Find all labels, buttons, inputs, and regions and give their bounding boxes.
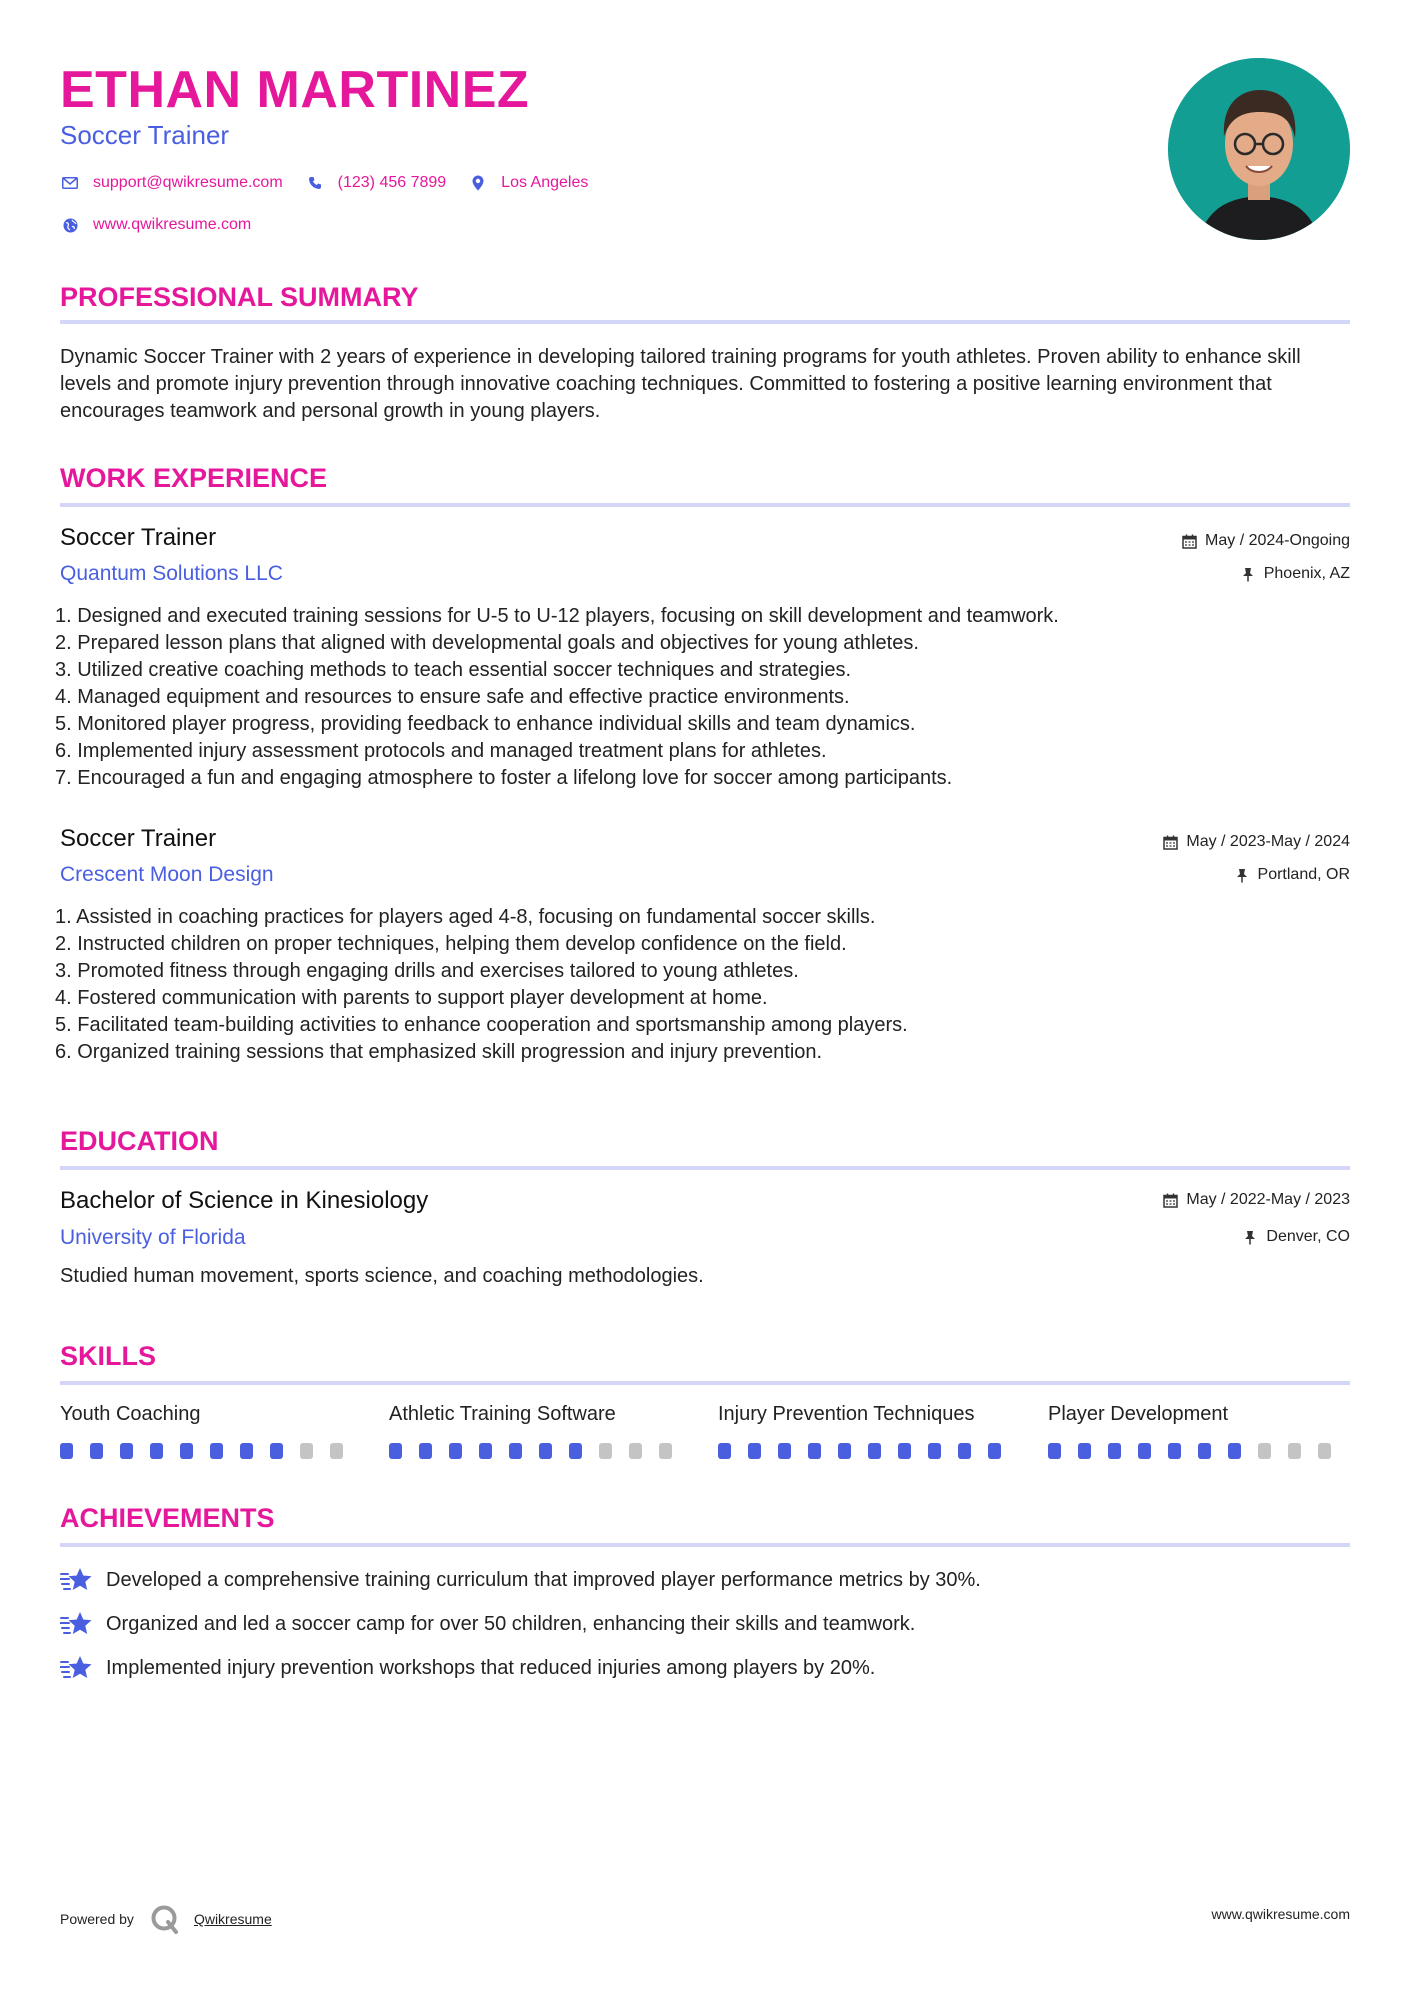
rating-dot-filled (1198, 1443, 1211, 1459)
rating-dot-filled (509, 1443, 522, 1459)
achievements-divider (60, 1543, 1350, 1547)
rating-dot-filled (180, 1443, 193, 1459)
location-text: Los Angeles (501, 174, 589, 191)
contact-row-web (60, 215, 273, 235)
skill-label: Player Development (1048, 1403, 1229, 1425)
experience-heading: WORK EXPERIENCE (60, 463, 328, 493)
rating-dot-filled (389, 1443, 402, 1459)
contact-row (60, 173, 610, 193)
rating-dot-filled (90, 1443, 103, 1459)
contact-location (468, 173, 588, 193)
job-1-dates-text: May / 2024-Ongoing (1205, 532, 1350, 549)
skill-rating (60, 1443, 360, 1459)
skill-rating (718, 1443, 1018, 1459)
rating-dot-filled (419, 1443, 432, 1459)
phone-icon (305, 173, 325, 193)
rating-dot-filled (1228, 1443, 1241, 1459)
rating-dot-filled (928, 1443, 941, 1459)
education-school[interactable]: University of Florida (60, 1226, 246, 1249)
achievement-item (60, 1653, 875, 1683)
job-2-location (1234, 866, 1350, 884)
skills-divider (60, 1381, 1350, 1385)
candidate-name: ETHAN MARTINEZ (60, 61, 530, 119)
list-item: 4. Managed equipment and resources to ensure safe and effective practice environments. (55, 686, 850, 708)
job-1-dates (1181, 532, 1350, 550)
education-location (1242, 1228, 1350, 1246)
rating-dot-filled (1138, 1443, 1151, 1459)
list-item: 3. Utilized creative coaching methods to teach essential soccer techniques and strategies. (55, 659, 851, 681)
list-item: 1. Assisted in coaching practices for players aged 4-8, focusing on fundamental soccer skills. (55, 906, 876, 928)
map-pin-icon (468, 173, 488, 193)
powered-by-label: Powered by (60, 1911, 134, 1927)
contact-website[interactable] (60, 215, 251, 235)
list-item: 2. Instructed children on proper techniques, helping them develop confidence on the field. (55, 933, 847, 955)
list-item: 4. Fostered communication with parents to support player development at home. (55, 987, 768, 1009)
job-2-dates-text: May / 2023-May / 2024 (1186, 833, 1350, 850)
profile-photo (1168, 58, 1350, 240)
rating-dot-filled (539, 1443, 552, 1459)
education-location-text: Denver, CO (1266, 1228, 1350, 1245)
rating-dot-empty (599, 1443, 612, 1459)
list-item: 7. Encouraged a fun and engaging atmosphere to foster a lifelong love for soccer among participants. (55, 767, 953, 789)
rating-dot-filled (120, 1443, 133, 1459)
skill-label: Youth Coaching (60, 1403, 201, 1425)
achievement-item (60, 1565, 981, 1595)
skill-player-development (1048, 1403, 1348, 1459)
footer-url[interactable]: www.qwikresume.com (1211, 1906, 1350, 1922)
skill-rating (1048, 1443, 1348, 1459)
education-degree: Bachelor of Science in Kinesiology (60, 1187, 429, 1214)
rating-dot-filled (479, 1443, 492, 1459)
rating-dot-filled (718, 1443, 731, 1459)
rating-dot-empty (1288, 1443, 1301, 1459)
rating-dot-filled (1168, 1443, 1181, 1459)
star-icon (60, 1565, 94, 1595)
contact-phone[interactable] (305, 173, 447, 193)
list-item: 3. Promoted fitness through engaging drills and exercises tailored to young athletes. (55, 960, 799, 982)
calendar-icon (1162, 834, 1178, 850)
footer-powered-by (60, 1904, 272, 1934)
education-description: Studied human movement, sports science, and coaching methodologies. (60, 1265, 704, 1287)
rating-dot-filled (838, 1443, 851, 1459)
qwikresume-logo-icon (150, 1904, 180, 1934)
summary-text: Dynamic Soccer Trainer with 2 years of experience in developing tailored training programs for youth athletes. Proven ability to enhance skill levels and promote injury prevention through innovative coaching techniques. Committed to fostering a positive learning environment that encourages teamwork and personal growth in young players. (60, 346, 1301, 422)
rating-dot-filled (569, 1443, 582, 1459)
rating-dot-empty (629, 1443, 642, 1459)
education-dates (1162, 1191, 1350, 1209)
achievement-text: Developed a comprehensive training curriculum that improved player performance metrics by 30%. (106, 1568, 981, 1591)
job-1-location (1240, 565, 1350, 583)
pushpin-icon (1234, 867, 1250, 883)
rating-dot-filled (988, 1443, 1001, 1459)
rating-dot-filled (748, 1443, 761, 1459)
website-text: www.qwikresume.com (93, 216, 252, 233)
pushpin-icon (1242, 1229, 1258, 1245)
job-2-location-text: Portland, OR (1257, 866, 1350, 883)
job-2-title: Soccer Trainer (60, 825, 217, 852)
skill-injury-prevention-techniques (718, 1403, 1018, 1459)
calendar-icon (1181, 533, 1197, 549)
rating-dot-filled (150, 1443, 163, 1459)
rating-dot-empty (659, 1443, 672, 1459)
list-item: 1. Designed and executed training sessions for U-5 to U-12 players, focusing on skill development and teamwork. (55, 605, 1059, 627)
star-icon (60, 1609, 94, 1639)
job-2-bullets (55, 904, 1355, 1066)
globe-icon (60, 215, 80, 235)
list-item: 6. Organized training sessions that emphasized skill progression and injury prevention. (55, 1041, 823, 1063)
job-2-dates (1162, 833, 1350, 851)
rating-dot-filled (1108, 1443, 1121, 1459)
rating-dot-filled (449, 1443, 462, 1459)
job-1-location-text: Phoenix, AZ (1263, 565, 1350, 582)
job-1-company[interactable]: Quantum Solutions LLC (60, 562, 283, 585)
education-divider (60, 1166, 1350, 1170)
achievements-heading: ACHIEVEMENTS (60, 1503, 275, 1533)
skill-athletic-training-software (389, 1403, 689, 1459)
rating-dot-empty (330, 1443, 343, 1459)
skill-youth-coaching (60, 1403, 360, 1459)
rating-dot-filled (60, 1443, 73, 1459)
list-item: 2. Prepared lesson plans that aligned with developmental goals and objectives for young athletes. (55, 632, 919, 654)
rating-dot-empty (1258, 1443, 1271, 1459)
achievement-text: Implemented injury prevention workshops that reduced injuries among players by 20%. (106, 1656, 876, 1679)
email-text: support@qwikresume.com (93, 174, 283, 191)
rating-dot-filled (898, 1443, 911, 1459)
star-icon (60, 1653, 94, 1683)
envelope-icon (60, 173, 80, 193)
phone-text: (123) 456 7899 (337, 174, 447, 191)
job-1-bullets (55, 603, 1355, 792)
qwikresume-link[interactable]: Qwikresume (193, 1911, 272, 1927)
rating-dot-filled (270, 1443, 283, 1459)
summary-heading: PROFESSIONAL SUMMARY (60, 282, 419, 312)
education-dates-text: May / 2022-May / 2023 (1186, 1191, 1350, 1208)
rating-dot-filled (240, 1443, 253, 1459)
skills-heading: SKILLS (60, 1341, 157, 1371)
achievement-text: Organized and led a soccer camp for over 50 children, enhancing their skills and teamwork. (106, 1612, 916, 1635)
rating-dot-filled (958, 1443, 971, 1459)
rating-dot-empty (300, 1443, 313, 1459)
rating-dot-filled (1078, 1443, 1091, 1459)
job-1-title: Soccer Trainer (60, 524, 217, 551)
rating-dot-filled (1048, 1443, 1061, 1459)
rating-dot-empty (1318, 1443, 1331, 1459)
skill-label: Injury Prevention Techniques (718, 1403, 975, 1425)
job-2-company[interactable]: Crescent Moon Design (60, 863, 274, 886)
contact-email[interactable] (60, 173, 283, 193)
candidate-role: Soccer Trainer (60, 120, 230, 150)
rating-dot-filled (210, 1443, 223, 1459)
rating-dot-filled (778, 1443, 791, 1459)
skill-label: Athletic Training Software (389, 1403, 616, 1425)
rating-dot-filled (868, 1443, 881, 1459)
list-item: 5. Monitored player progress, providing feedback to enhance individual skills and team dynamics. (55, 713, 916, 735)
skill-rating (389, 1443, 689, 1459)
rating-dot-filled (808, 1443, 821, 1459)
calendar-icon (1162, 1192, 1178, 1208)
summary-divider (60, 320, 1350, 324)
achievement-item (60, 1609, 915, 1639)
pushpin-icon (1240, 566, 1256, 582)
list-item: 6. Implemented injury assessment protocols and managed treatment plans for athletes. (55, 740, 827, 762)
education-heading: EDUCATION (60, 1126, 219, 1156)
experience-divider (60, 503, 1350, 507)
list-item: 5. Facilitated team-building activities to enhance cooperation and sportsmanship among players. (55, 1014, 908, 1036)
